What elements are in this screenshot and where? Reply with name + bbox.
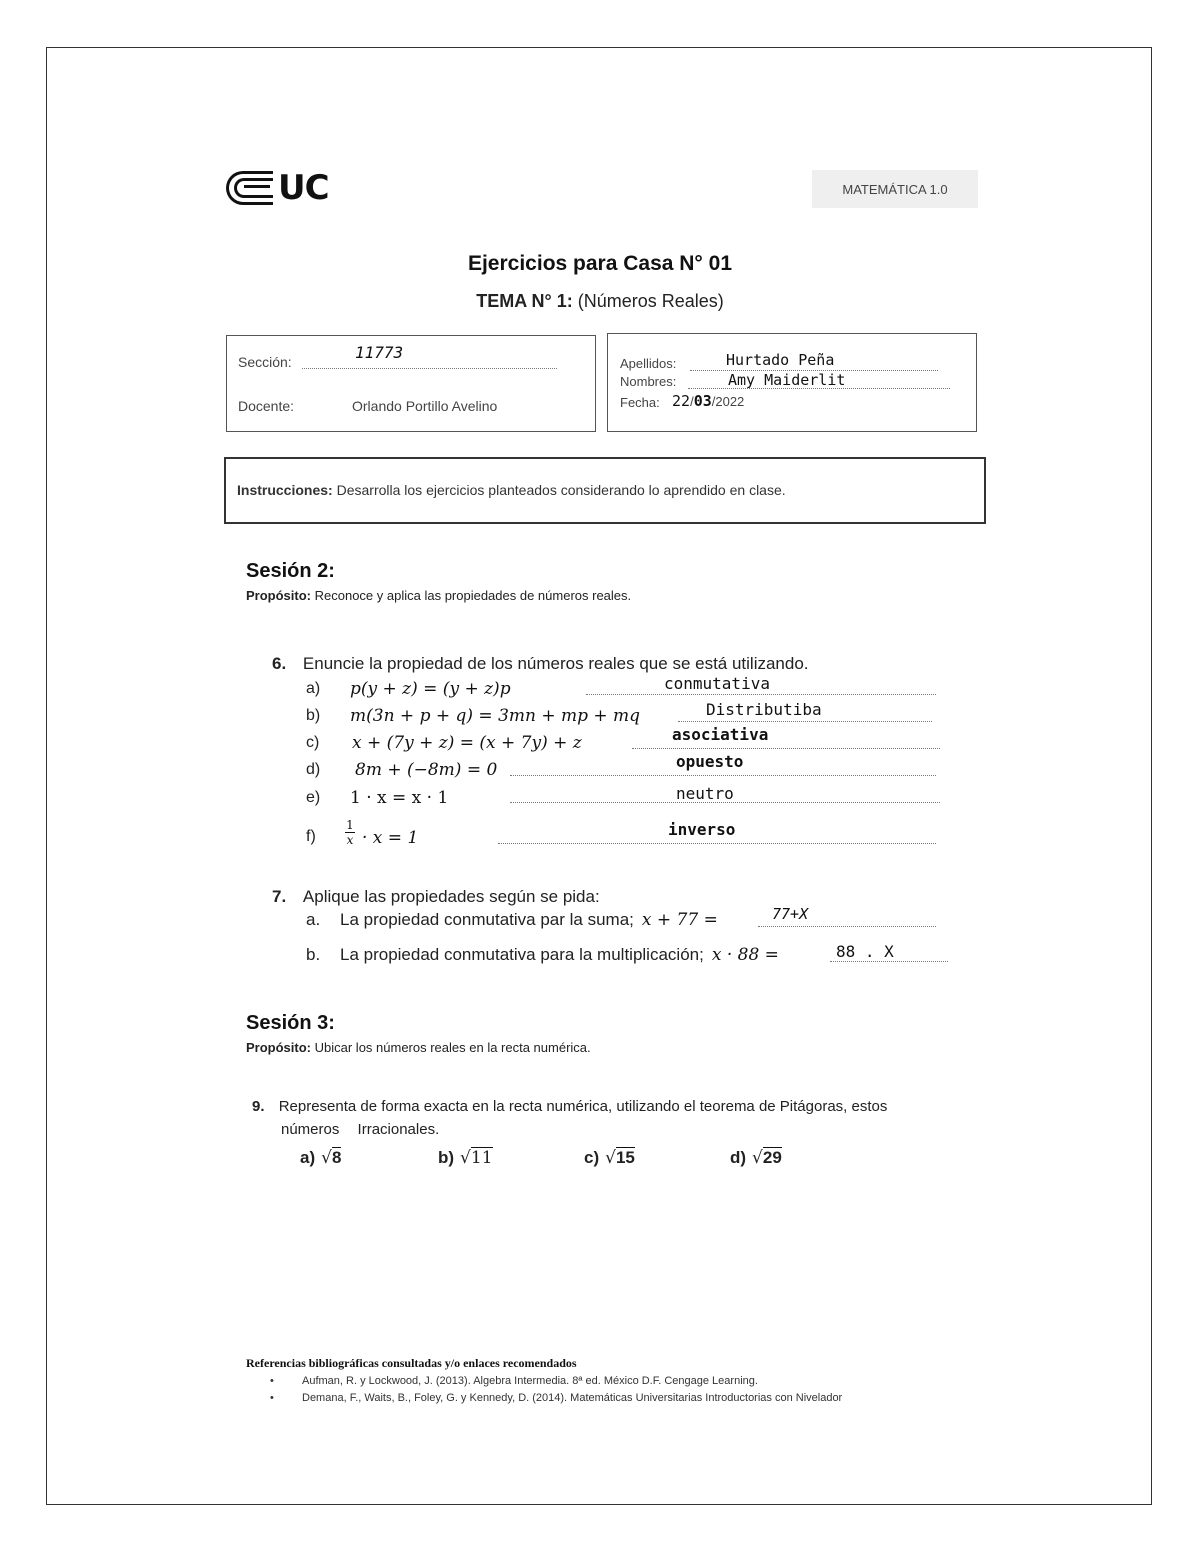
surname-value: Hurtado Peña [726, 351, 835, 369]
q6-item-b-leader [678, 721, 932, 722]
instructions-text: Desarrolla los ejercicios planteados considerando lo aprendido en clase. [336, 482, 786, 498]
session-3-purpose-text: Ubicar los números reales en la recta numérica. [314, 1040, 591, 1055]
session-2-title: Sesión 2: [246, 560, 335, 582]
q6-item-c-expr: x + (7y + z) = (x + 7y) + z [352, 733, 582, 753]
question-6-text: Enuncie la propiedad de los números reales que se está utilizando. [302, 654, 809, 673]
q6-item-c-answer: asociativa [672, 725, 769, 744]
question-7-number: 7. [272, 887, 287, 906]
q6-item-f-expr: · x = 1 [362, 828, 419, 848]
topic-line [0, 291, 1200, 312]
session-3-purpose [246, 1040, 591, 1055]
uc-logo-mark-icon [226, 171, 274, 205]
surname-label: Apellidos: [620, 356, 677, 371]
q9-item-a [300, 1147, 341, 1168]
q7-item-a-answer: 77+X [772, 905, 809, 923]
q6-item-a-answer: conmutativa [664, 674, 770, 693]
radical-icon: √ [605, 1148, 616, 1168]
session-2-purpose-text: Reconoce y aplica las propiedades de números reales. [314, 588, 632, 603]
q9-item-d-letter: d) [730, 1148, 747, 1167]
topic-name: (Números Reales) [577, 291, 724, 311]
q6-item-f-fraction [344, 818, 356, 847]
q6-item-b-letter: b) [306, 707, 321, 724]
q6-item-f-answer: inverso [668, 820, 736, 839]
bullet-icon: • [270, 1392, 274, 1404]
q7-item-a [306, 910, 718, 930]
radical-icon: √ [321, 1148, 332, 1168]
question-9-text-line1: Representa de forma exacta en la recta numérica, utilizando el teorema de Pitágoras, estos [278, 1098, 888, 1115]
question-9-number: 9. [252, 1098, 265, 1115]
q9-item-c-radicand: 15 [615, 1148, 635, 1167]
q9-item-b-radicand: 11 [470, 1148, 493, 1168]
q7-item-b-answer: 88 . X [836, 942, 894, 961]
date-label: Fecha: [620, 395, 660, 410]
q6-item-b-answer: Distributiba [706, 700, 822, 719]
q6-item-d-answer: opuesto [676, 752, 744, 771]
session-3-title: Sesión 3: [246, 1012, 335, 1034]
question-7 [272, 887, 600, 907]
q6-item-e-letter: e) [306, 789, 321, 806]
q9-item-b [438, 1147, 493, 1168]
q9-item-a-letter: a) [300, 1148, 316, 1167]
uc-logo [226, 168, 329, 208]
q7-item-a-expr: x + 77 = [641, 910, 718, 930]
question-9-text-line2-b: Irracionales. [357, 1121, 440, 1138]
q6-item-e-answer: neutro [676, 784, 734, 803]
q6-item-b-expr: m(3n + p + q) = 3mn + mp + mq [350, 706, 641, 726]
question-9-text-line2-a: números [281, 1121, 340, 1138]
question-7-text: Aplique las propiedades según se pida: [302, 887, 600, 906]
uc-logo-text: UC [278, 168, 329, 208]
q7-item-b-letter: b. [306, 945, 321, 964]
date-value: 22 / 03 /2022 [672, 392, 745, 410]
reference-item [270, 1375, 758, 1387]
radical-icon: √ [752, 1148, 763, 1168]
date-year: /2022 [711, 394, 745, 409]
q6-item-c-leader [632, 748, 940, 749]
reference-1-text: Aufman, R. y Lockwood, J. (2013). Algebra Intermedia. 8ª ed. México D.F. Cengage Learning. [302, 1375, 758, 1387]
q6-item-a-leader [586, 694, 936, 695]
question-9 [252, 1098, 887, 1115]
section-teacher-box [226, 335, 596, 432]
session-3-purpose-label: Propósito: [246, 1040, 311, 1055]
q6-item-f-frac-den: x [346, 833, 354, 847]
q6-item-f-frac-num: 1 [346, 818, 354, 832]
course-badge: MATEMÁTICA 1.0 [812, 170, 978, 208]
q6-item-e-expr: 1 · x = x · 1 [350, 788, 449, 808]
q6-item-d-letter: d) [306, 761, 321, 778]
radical-icon: √ [460, 1148, 471, 1168]
q6-item-f-leader [498, 843, 936, 844]
names-label: Nombres: [620, 374, 677, 389]
q6-item-d-expr: 8m + (−8m) = 0 [355, 760, 498, 780]
date-month: 03 [693, 392, 712, 410]
names-value: Amy Maiderlit [728, 371, 846, 389]
question-9-line2 [281, 1121, 439, 1138]
instructions-line [237, 482, 786, 498]
q7-item-a-text: La propiedad conmutativa par la suma; [340, 910, 634, 929]
question-6-number: 6. [272, 654, 287, 673]
session-2-purpose-label: Propósito: [246, 588, 311, 603]
page-title: Ejercicios para Casa N° 01 [467, 252, 733, 275]
q9-item-d [730, 1147, 782, 1168]
session-2-purpose [246, 588, 631, 603]
q7-item-b [306, 945, 779, 965]
q6-item-a-expr: p(y + z) = (y + z)p [350, 679, 511, 699]
q6-item-d-leader [510, 775, 936, 776]
reference-2-text: Demana, F., Waits, B., Foley, G. y Kennedy, D. (2014). Matemáticas Universitarias Introductorias con Nivelador [302, 1392, 843, 1404]
q9-item-c [584, 1147, 635, 1168]
q6-item-a-letter: a) [306, 680, 321, 697]
section-leader [302, 368, 557, 369]
q7-item-a-letter: a. [306, 910, 321, 929]
q9-item-d-radicand: 29 [762, 1148, 782, 1167]
section-value: 11773 [355, 343, 404, 362]
q9-item-a-radicand: 8 [331, 1148, 342, 1167]
q7-item-b-expr: x · 88 = [711, 945, 779, 965]
bullet-icon: • [270, 1375, 274, 1387]
topic-label: TEMA N° 1: [476, 291, 573, 311]
section-label: Sección: [238, 354, 292, 370]
teacher-label: Docente: [238, 398, 295, 414]
instructions-label: Instrucciones: [237, 482, 333, 498]
q7-item-b-text: La propiedad conmutativa para la multiplicación; [340, 945, 704, 964]
q6-item-c-letter: c) [306, 734, 320, 751]
q9-item-b-letter: b) [438, 1148, 455, 1167]
q7-item-b-leader [830, 961, 948, 962]
q6-item-f-letter: f) [306, 828, 316, 845]
date-day: 22 [672, 392, 691, 410]
teacher-value: Orlando Portillo Avelino [352, 398, 498, 414]
q7-item-a-leader [758, 926, 936, 927]
reference-item [270, 1392, 842, 1404]
question-6 [272, 654, 809, 674]
q9-item-c-letter: c) [584, 1148, 600, 1167]
references-title: Referencias bibliográficas consultadas y/o enlaces recomendados [246, 1356, 577, 1370]
